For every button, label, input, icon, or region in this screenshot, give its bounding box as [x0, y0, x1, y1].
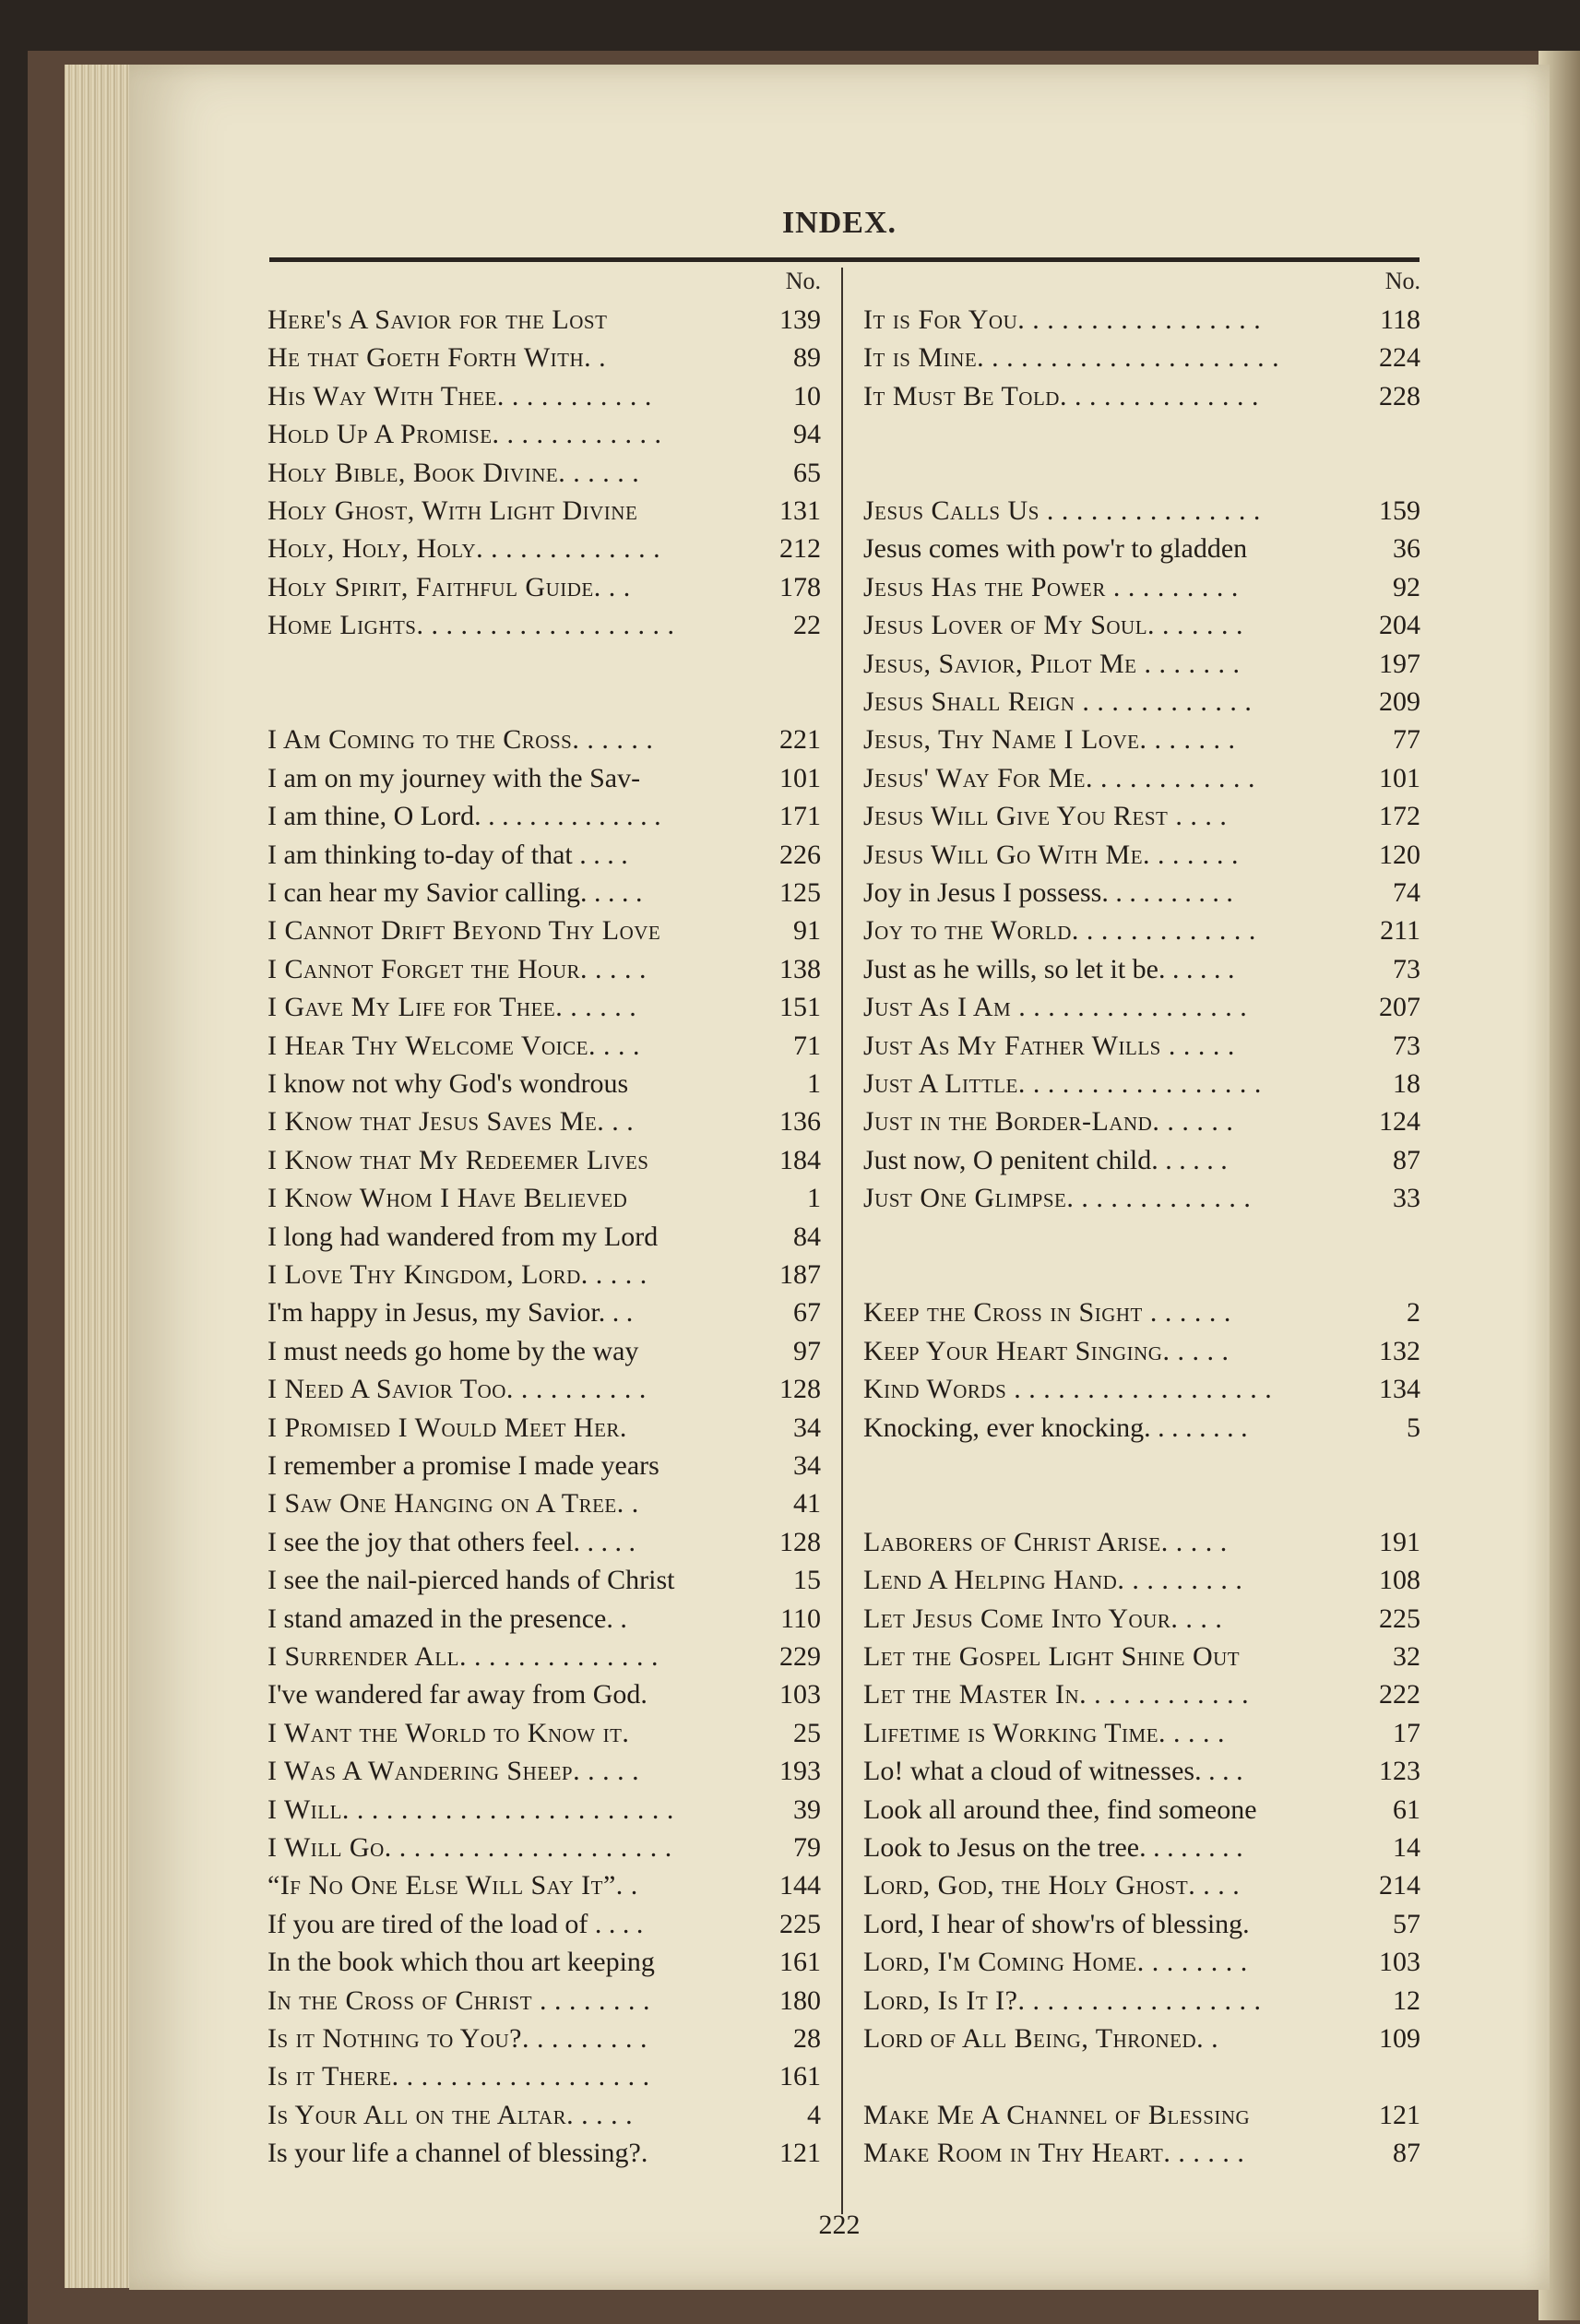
entry-number: 94 — [793, 419, 821, 450]
entry-number: 128 — [779, 1526, 821, 1557]
entry-number: 128 — [779, 1374, 821, 1405]
index-entry — [267, 1067, 821, 1102]
entry-number: 204 — [1379, 610, 1420, 641]
entry-number: 193 — [779, 1756, 821, 1787]
index-entry — [863, 608, 1420, 643]
index-entry — [267, 2136, 821, 2171]
entry-number: 12 — [1393, 1984, 1420, 2016]
entry-number: 1 — [807, 1183, 821, 1214]
index-entry — [267, 990, 821, 1025]
entry-title: I Want the World to Know it. — [267, 1717, 630, 1748]
entry-title: His Way With Thee. . . . . . . . . . . — [267, 380, 652, 411]
index-entry — [267, 2021, 821, 2056]
entry-number: 77 — [1393, 724, 1420, 756]
entry-title: “If No One Else Will Say It”. . — [267, 1870, 638, 1901]
entry-title: Is Your All on the Altar. . . . . — [267, 2099, 634, 2130]
entry-number: 144 — [779, 1870, 821, 1901]
entry-title: I Love Thy Kingdom, Lord. . . . . — [267, 1259, 647, 1290]
entry-title: I Gave My Life for Thee. . . . . . — [267, 992, 637, 1023]
entry-number: 209 — [1379, 686, 1420, 717]
index-entry — [863, 876, 1420, 911]
index-entry — [267, 1945, 821, 1980]
index-entry — [267, 1448, 821, 1484]
entry-title: Lord, Is It I?. . . . . . . . . . . . . . . . . — [863, 1984, 1262, 2016]
entry-title: I'm happy in Jesus, my Savior. . . — [267, 1297, 634, 1329]
entry-number: 97 — [793, 1335, 821, 1366]
entry-number: 172 — [1379, 801, 1420, 832]
entry-title: Lend A Helping Hand. . . . . . . . . — [863, 1565, 1243, 1596]
index-entry — [863, 799, 1420, 834]
entry-title: Keep the Cross in Sight . . . . . . — [863, 1297, 1231, 1329]
entry-title: Just A Little. . . . . . . . . . . . . . . . . — [863, 1068, 1262, 1099]
index-entry — [863, 1220, 1420, 1255]
entry-number: 221 — [779, 724, 821, 756]
entry-number: 101 — [779, 762, 821, 793]
entry-title: Holy Spirit, Faithful Guide. . . — [267, 571, 631, 602]
entry-number: 207 — [1379, 992, 1420, 1023]
entry-title: I Promised I Would Meet Her. — [267, 1412, 627, 1443]
index-entry — [267, 1372, 821, 1407]
index-entry — [863, 2136, 1420, 2171]
index-entry — [267, 1907, 821, 1942]
index-entry — [267, 952, 821, 987]
index-entry — [863, 913, 1420, 948]
index-entry — [267, 303, 821, 338]
entry-title: I stand amazed in the presence. . — [267, 1603, 627, 1634]
entry-number: 61 — [1393, 1794, 1420, 1825]
entry-title: I can hear my Savior calling. . . . . — [267, 877, 643, 908]
index-entry — [267, 1411, 821, 1446]
index-entry — [267, 2059, 821, 2094]
entry-title: Jesus' Way For Me. . . . . . . . . . . . — [863, 762, 1255, 793]
entry-number: 2 — [1407, 1297, 1420, 1329]
entry-number: 87 — [1393, 1144, 1420, 1175]
entry-title: Let the Gospel Light Shine Out — [863, 1641, 1241, 1672]
index-entry — [267, 1793, 821, 1828]
entry-number: 123 — [1379, 1756, 1420, 1787]
entry-number: 89 — [793, 342, 821, 374]
entry-title: If you are tired of the load of . . . . — [267, 1908, 644, 1939]
index-entry — [863, 722, 1420, 757]
entry-title: I've wandered far away from God. — [267, 1679, 647, 1710]
entry-number: 84 — [793, 1221, 821, 1252]
entry-title: Lord of All Being, Throned. . — [863, 2023, 1219, 2054]
index-entry — [267, 1029, 821, 1064]
entry-number: 224 — [1379, 342, 1420, 374]
entry-number: 226 — [779, 839, 821, 870]
entry-title: Just As My Father Wills . . . . . — [863, 1030, 1235, 1061]
index-entry — [267, 685, 821, 720]
index-entry — [863, 1372, 1420, 1407]
index-entry — [863, 1754, 1420, 1789]
index-entry — [267, 1295, 821, 1330]
index-entry — [267, 1639, 821, 1674]
entry-title: Jesus Has the Power . . . . . . . . . — [863, 571, 1239, 602]
entry-title: Jesus Lover of My Soul. . . . . . . — [863, 610, 1244, 641]
index-entry — [863, 1257, 1420, 1293]
index-entry — [267, 2098, 821, 2133]
entry-title: I know not why God's wondrous — [267, 1068, 629, 1099]
index-entry — [863, 417, 1420, 452]
index-entry — [267, 1984, 821, 2019]
entry-title: Jesus comes with pow'r to gladden — [863, 533, 1248, 565]
index-entry — [863, 379, 1420, 414]
index-entry — [267, 379, 821, 414]
index-entry — [267, 1868, 821, 1903]
index-entry — [863, 2098, 1420, 2133]
index-entry — [267, 722, 821, 757]
entry-number: 211 — [1380, 915, 1420, 947]
right-index-column — [863, 303, 1420, 2203]
index-entry — [863, 570, 1420, 605]
index-entry — [863, 303, 1420, 338]
entry-number: 39 — [793, 1794, 821, 1825]
entry-number: 34 — [793, 1450, 821, 1481]
entry-title: I am thine, O Lord. . . . . . . . . . . . . . — [267, 801, 661, 832]
entry-number: 171 — [779, 801, 821, 832]
entry-number: 103 — [779, 1679, 821, 1710]
index-entry — [267, 799, 821, 834]
entry-number: 225 — [1379, 1603, 1420, 1634]
entry-number: 79 — [793, 1832, 821, 1863]
index-entry — [863, 1639, 1420, 1674]
entry-number: 33 — [1393, 1183, 1420, 1214]
entry-number: 191 — [1379, 1526, 1420, 1557]
index-entry — [863, 1411, 1420, 1446]
entry-number: 225 — [779, 1908, 821, 1939]
index-entry — [863, 1104, 1420, 1139]
entry-title: I Will. . . . . . . . . . . . . . . . . . . . . . . — [267, 1794, 674, 1825]
entry-number: 5 — [1407, 1412, 1420, 1443]
index-entry — [267, 1143, 821, 1178]
entry-number: 120 — [1379, 839, 1420, 870]
entry-number: 184 — [779, 1144, 821, 1175]
entry-number: 228 — [1379, 380, 1420, 411]
entry-number: 212 — [779, 533, 821, 565]
entry-number: 139 — [779, 304, 821, 335]
index-entry — [267, 647, 821, 682]
entry-title: Kind Words . . . . . . . . . . . . . . . . . . — [863, 1374, 1273, 1405]
entry-title: I Surrender All. . . . . . . . . . . . . . — [267, 1641, 659, 1672]
entry-title: Holy, Holy, Holy. . . . . . . . . . . . . — [267, 533, 661, 565]
entry-number: 1 — [807, 1068, 821, 1099]
page-title: INDEX. — [781, 206, 897, 240]
entry-title: Joy to the World. . . . . . . . . . . . . — [863, 915, 1256, 947]
entry-title: Jesus Calls Us . . . . . . . . . . . . . . . — [863, 495, 1261, 526]
entry-title: Keep Your Heart Singing. . . . . — [863, 1335, 1230, 1366]
index-entry — [267, 761, 821, 796]
entry-title: I Know Whom I Have Believed — [267, 1183, 628, 1214]
entry-number: 136 — [779, 1106, 821, 1138]
entry-number: 92 — [1393, 571, 1420, 602]
entry-title: I must needs go home by the way — [267, 1335, 639, 1366]
index-entry — [863, 1602, 1420, 1637]
index-entry — [267, 1830, 821, 1865]
entry-title: I am thinking to-day of that . . . . — [267, 839, 628, 870]
entry-title: Just in the Border-Land. . . . . . — [863, 1106, 1234, 1138]
index-entry — [863, 1716, 1420, 1751]
entry-number: 22 — [793, 610, 821, 641]
entry-number: 4 — [807, 2099, 821, 2130]
entry-title: Joy in Jesus I possess. . . . . . . . . . — [863, 877, 1233, 908]
entry-title: Holy Ghost, With Light Divine — [267, 495, 638, 526]
entry-title: I long had wandered from my Lord — [267, 1221, 659, 1252]
index-entry — [267, 1334, 821, 1369]
index-entry — [863, 1029, 1420, 1064]
entry-number: 132 — [1379, 1335, 1420, 1366]
index-entry — [267, 1525, 821, 1560]
entry-title: Look all around thee, find someone — [863, 1794, 1257, 1825]
index-entry — [267, 1220, 821, 1255]
index-entry — [863, 990, 1420, 1025]
entry-title: Look to Jesus on the tree. . . . . . . . — [863, 1832, 1243, 1863]
entry-title: I Know that My Redeemer Lives — [267, 1144, 649, 1175]
entry-number: 103 — [1379, 1947, 1420, 1978]
right-no-header: No. — [1384, 268, 1420, 294]
index-entry — [267, 340, 821, 375]
index-entry — [267, 1602, 821, 1637]
entry-number: 131 — [779, 495, 821, 526]
entry-number: 161 — [779, 2061, 821, 2092]
index-entry — [267, 1486, 821, 1521]
index-entry — [863, 1181, 1420, 1216]
index-entry — [267, 1104, 821, 1139]
entry-number: 134 — [1379, 1374, 1420, 1405]
index-entry — [863, 952, 1420, 987]
index-entry — [863, 1868, 1420, 1903]
index-entry — [863, 1448, 1420, 1484]
entry-title: Let the Master In. . . . . . . . . . . . — [863, 1679, 1250, 1710]
entry-title: I Know that Jesus Saves Me. . . — [267, 1106, 635, 1138]
entry-number: 229 — [779, 1641, 821, 1672]
title-rule — [269, 257, 1420, 262]
entry-number: 57 — [1393, 1908, 1420, 1939]
entry-number: 110 — [780, 1603, 821, 1634]
entry-title: I remember a promise I made years — [267, 1450, 659, 1481]
index-entry — [267, 494, 821, 529]
entry-title: Is your life a channel of blessing?. — [267, 2138, 648, 2169]
index-entry — [863, 1334, 1420, 1369]
entry-number: 41 — [793, 1488, 821, 1520]
entry-number: 124 — [1379, 1106, 1420, 1138]
entry-title: Is it There. . . . . . . . . . . . . . . . . . — [267, 2061, 650, 2092]
index-entry — [267, 838, 821, 873]
index-entry — [863, 1945, 1420, 1980]
index-entry — [863, 2021, 1420, 2056]
entry-number: 197 — [1379, 648, 1420, 679]
index-entry — [267, 1563, 821, 1598]
entry-title: I am on my journey with the Sav- — [267, 762, 641, 793]
entry-number: 10 — [793, 380, 821, 411]
index-entry — [267, 876, 821, 911]
index-entry — [863, 494, 1420, 529]
entry-title: Jesus, Savior, Pilot Me . . . . . . . — [863, 648, 1241, 679]
entry-title: I Saw One Hanging on A Tree. . — [267, 1488, 639, 1520]
entry-number: 25 — [793, 1717, 821, 1748]
left-no-header: No. — [785, 268, 821, 294]
index-entry — [863, 456, 1420, 491]
index-entry — [267, 531, 821, 566]
index-entry — [863, 761, 1420, 796]
index-entry — [267, 913, 821, 948]
entry-number: 67 — [793, 1297, 821, 1329]
index-entry — [863, 1295, 1420, 1330]
entry-number: 121 — [779, 2138, 821, 2169]
index-entry — [267, 1257, 821, 1293]
entry-number: 151 — [779, 992, 821, 1023]
entry-number: 125 — [779, 877, 821, 908]
entry-title: Jesus Will Go With Me. . . . . . . — [863, 839, 1240, 870]
entry-title: He that Goeth Forth With. . — [267, 342, 607, 374]
index-entry — [863, 647, 1420, 682]
entry-title: Just now, O penitent child. . . . . . — [863, 1144, 1228, 1175]
entry-title: Here's A Savior for the Lost — [267, 304, 608, 335]
entry-number: 65 — [793, 457, 821, 488]
entry-title: Let Jesus Come Into Your. . . . — [863, 1603, 1223, 1634]
index-entry — [863, 1525, 1420, 1560]
index-entry — [863, 1486, 1420, 1521]
entry-number: 18 — [1393, 1068, 1420, 1099]
entry-title: Jesus, Thy Name I Love. . . . . . . — [863, 724, 1236, 756]
entry-number: 91 — [793, 915, 821, 947]
entry-title: Lord, I'm Coming Home. . . . . . . . — [863, 1947, 1248, 1978]
index-entry — [863, 1677, 1420, 1712]
entry-title: I Cannot Forget the Hour. . . . . — [267, 953, 647, 984]
entry-title: Lo! what a cloud of witnesses. . . . — [863, 1756, 1243, 1787]
entry-number: 71 — [793, 1030, 821, 1061]
entry-title: Just as he wills, so let it be. . . . . . — [863, 953, 1235, 984]
index-entry — [863, 1793, 1420, 1828]
index-entry — [267, 1754, 821, 1789]
entry-title: Holy Bible, Book Divine. . . . . . — [267, 457, 640, 488]
entry-title: Make Me A Channel of Blessing — [863, 2099, 1251, 2130]
entry-number: 187 — [779, 1259, 821, 1290]
entry-title: In the book which thou art keeping — [267, 1947, 655, 1978]
index-entry — [863, 2059, 1420, 2094]
entry-title: Lord, I hear of show'rs of blessing. — [863, 1908, 1250, 1939]
entry-number: 74 — [1393, 877, 1420, 908]
index-entry — [863, 1067, 1420, 1102]
index-entry — [863, 1563, 1420, 1598]
entry-title: Lord, God, the Holy Ghost. . . . — [863, 1870, 1241, 1901]
entry-number: 36 — [1393, 533, 1420, 565]
entry-title: I Was A Wandering Sheep. . . . . — [267, 1756, 640, 1787]
index-entry — [267, 1716, 821, 1751]
entry-number: 159 — [1379, 495, 1420, 526]
index-entry — [863, 340, 1420, 375]
entry-title: I Am Coming to the Cross. . . . . . — [267, 724, 654, 756]
entry-number: 101 — [1379, 762, 1420, 793]
index-entry — [267, 1181, 821, 1216]
entry-number: 108 — [1379, 1565, 1420, 1596]
index-entry — [863, 531, 1420, 566]
entry-title: Just One Glimpse. . . . . . . . . . . . . — [863, 1183, 1252, 1214]
entry-number: 161 — [779, 1947, 821, 1978]
entry-title: It is For You. . . . . . . . . . . . . . . . . — [863, 304, 1262, 335]
index-entry — [863, 685, 1420, 720]
entry-number: 17 — [1393, 1717, 1420, 1748]
entry-number: 121 — [1379, 2099, 1420, 2130]
entry-title: I see the joy that others feel. . . . . — [267, 1526, 636, 1557]
entry-title: Knocking, ever knocking. . . . . . . . — [863, 1412, 1248, 1443]
entry-title: I Will Go. . . . . . . . . . . . . . . . . . . . — [267, 1832, 672, 1863]
entry-title: Make Room in Thy Heart. . . . . . — [863, 2138, 1245, 2169]
index-entry — [863, 838, 1420, 873]
entry-title: Jesus Will Give You Rest . . . . — [863, 801, 1228, 832]
entry-title: Just As I Am . . . . . . . . . . . . . . . . — [863, 992, 1248, 1023]
page-number: 222 — [818, 2210, 861, 2240]
entry-title: Hold Up A Promise. . . . . . . . . . . . — [267, 419, 662, 450]
entry-title: I see the nail-pierced hands of Christ — [267, 1565, 675, 1596]
entry-title: I Need A Savior Too. . . . . . . . . . — [267, 1374, 647, 1405]
index-entry — [863, 1984, 1420, 2019]
entry-number: 118 — [1380, 304, 1420, 335]
index-entry — [863, 1830, 1420, 1865]
entry-title: Home Lights. . . . . . . . . . . . . . . . . . — [267, 610, 675, 641]
entry-number: 15 — [793, 1565, 821, 1596]
entry-title: Lifetime is Working Time. . . . . — [863, 1717, 1226, 1748]
entry-number: 178 — [779, 571, 821, 602]
entry-number: 32 — [1393, 1641, 1420, 1672]
entry-title: I Cannot Drift Beyond Thy Love — [267, 915, 661, 947]
entry-number: 14 — [1393, 1832, 1420, 1863]
entry-title: It is Mine. . . . . . . . . . . . . . . . . . . . . — [863, 342, 1280, 374]
entry-title: In the Cross of Christ . . . . . . . . — [267, 1984, 651, 2016]
entry-number: 109 — [1379, 2023, 1420, 2054]
index-entry — [267, 570, 821, 605]
entry-title: I Hear Thy Welcome Voice. . . . — [267, 1030, 640, 1061]
entry-number: 214 — [1379, 1870, 1420, 1901]
entry-title: Jesus Shall Reign . . . . . . . . . . . . — [863, 686, 1253, 717]
index-entry — [863, 1907, 1420, 1942]
entry-title: Laborers of Christ Arise. . . . . — [863, 1526, 1228, 1557]
column-divider — [841, 268, 843, 2214]
entry-title: Is it Nothing to You?. . . . . . . . . — [267, 2023, 647, 2054]
entry-number: 28 — [793, 2023, 821, 2054]
index-entry — [267, 417, 821, 452]
entry-title: It Must Be Told. . . . . . . . . . . . . . — [863, 380, 1259, 411]
entry-number: 222 — [1379, 1679, 1420, 1710]
index-entry — [863, 1143, 1420, 1178]
index-entry — [267, 1677, 821, 1712]
entry-number: 34 — [793, 1412, 821, 1443]
index-entry — [267, 456, 821, 491]
index-entry — [267, 608, 821, 643]
entry-number: 73 — [1393, 953, 1420, 984]
entry-number: 138 — [779, 953, 821, 984]
entry-number: 180 — [779, 1984, 821, 2016]
entry-number: 73 — [1393, 1030, 1420, 1061]
entry-number: 87 — [1393, 2138, 1420, 2169]
book-page — [129, 65, 1550, 2290]
left-index-column — [267, 303, 821, 2203]
